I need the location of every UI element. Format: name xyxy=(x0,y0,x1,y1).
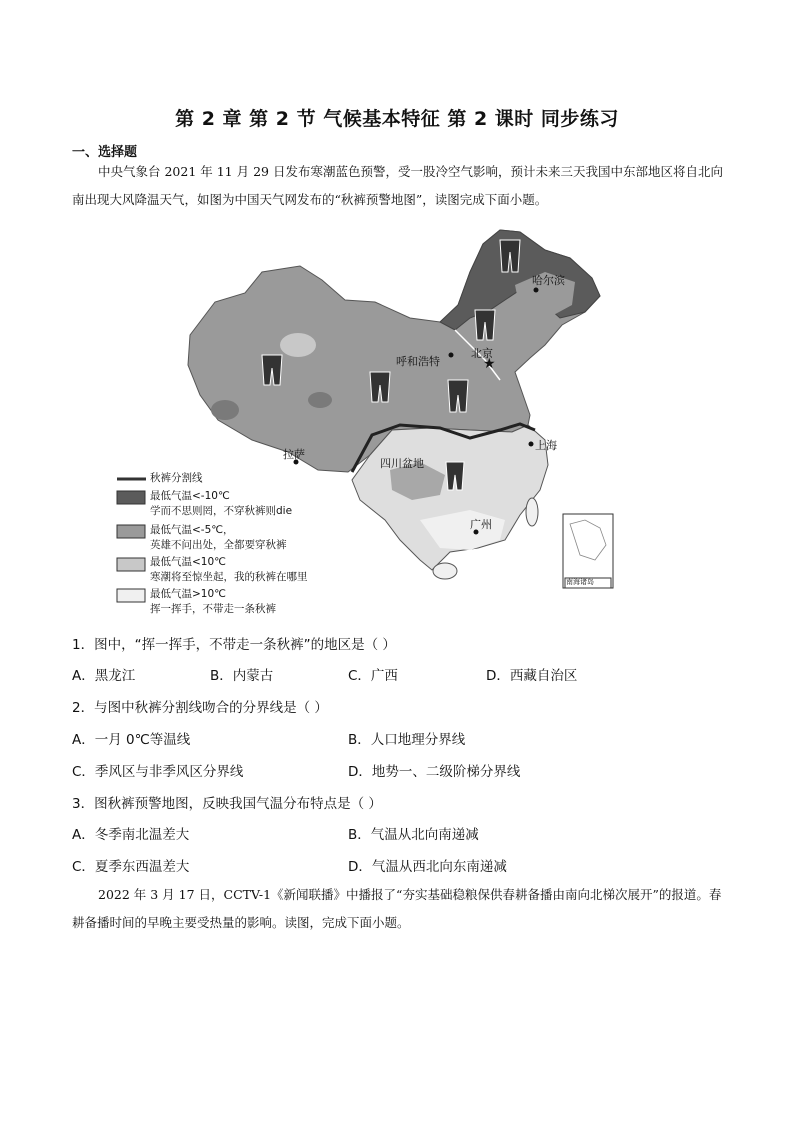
city-label-lhasa: 拉萨 xyxy=(283,448,305,461)
city-label-harbin: 哈尔滨 xyxy=(532,274,565,287)
q1-option-b[interactable]: B．内蒙古 xyxy=(210,668,274,684)
q1-option-c[interactable]: C．广西 xyxy=(348,668,398,684)
q2-option-b[interactable]: B．人口地理分界线 xyxy=(348,732,466,748)
q2-option-c[interactable]: C．季风区与非季风区分界线 xyxy=(72,764,244,780)
city-label-shanghai: 上海 xyxy=(535,439,557,452)
q3-option-a[interactable]: A．冬季南北温差大 xyxy=(72,827,190,843)
q2-option-a[interactable]: A．一月 0℃等温线 xyxy=(72,732,191,748)
q1-option-a[interactable]: A．黑龙江 xyxy=(72,668,136,684)
legend-label-below-minus10: 最低气温<-10℃ xyxy=(150,490,230,502)
question-1-stem: 1．图中，“挥一挥手，不带走一条秋裤”的地区是（ ） xyxy=(72,637,396,653)
inset-label: 南海诸岛 xyxy=(566,578,594,586)
legend-label-below-minus5: 最低气温<-5℃， xyxy=(150,524,234,536)
city-label-guangzhou: 广州 xyxy=(470,518,492,531)
city-label-beijing: 北京 xyxy=(471,347,493,360)
question-2-stem: 2．与图中秋裤分割线吻合的分界线是（ ） xyxy=(72,700,328,716)
legend-label-above-10: 最低气温>10℃ xyxy=(150,588,226,600)
q3-option-d[interactable]: D．气温从西北向东南递减 xyxy=(348,859,507,875)
intro2-paragraph: 2022 年 3 月 17 日，CCTV-1《新闻联播》中播报了“夯实基础稳粮保供春耕备播由南向北梯次展开”的报道。春耕备播时间的早晚主要受热量的影响。读图，完成下面小题。 xyxy=(72,887,722,930)
question-3-stem: 3．图秋裤预警地图，反映我国气温分布特点是（ ） xyxy=(72,796,382,812)
q3-option-c[interactable]: C．夏季东西温差大 xyxy=(72,859,190,875)
intro-paragraph: 中央气象台 2021 年 11 月 29 日发布寒潮蓝色预警，受一股冷空气影响，预计未来三天我国中东部地区将自北向南出现大风降温天气，如图为中国天气网发布的“秋裤预警地图”，读图完成下面小题。 xyxy=(72,164,723,207)
legend-label-dividing-line: 秋裤分割线 xyxy=(150,472,203,484)
section-heading: 一、选择题 xyxy=(72,145,138,160)
q1-option-d[interactable]: D．西藏自治区 xyxy=(486,668,578,684)
legend-sub-below-minus10: 学而不思则罔，不穿秋裤则die xyxy=(150,505,293,517)
legend-sub-below-minus5: 英雄不问出处，全都要穿秋裤 xyxy=(150,539,287,551)
legend-label-below-10: 最低气温<10℃ xyxy=(150,556,226,568)
legend-sub-below-10: 寒潮将至惊坐起，我的秋裤在哪里 xyxy=(150,571,308,583)
q2-option-d[interactable]: D．地势一、二级阶梯分界线 xyxy=(348,764,521,780)
city-label-hohhot: 呼和浩特 xyxy=(396,355,440,368)
capital-star-icon: ★ xyxy=(483,356,496,372)
legend-sub-above-10: 挥一挥手，不带走一条秋裤 xyxy=(150,603,276,615)
region-label-sichuan-basin: 四川盆地 xyxy=(380,457,424,470)
page-title: 第 2 章 第 2 节 气候基本特征 第 2 课时 同步练习 xyxy=(175,108,619,130)
q3-option-b[interactable]: B．气温从北向南递减 xyxy=(348,827,479,843)
